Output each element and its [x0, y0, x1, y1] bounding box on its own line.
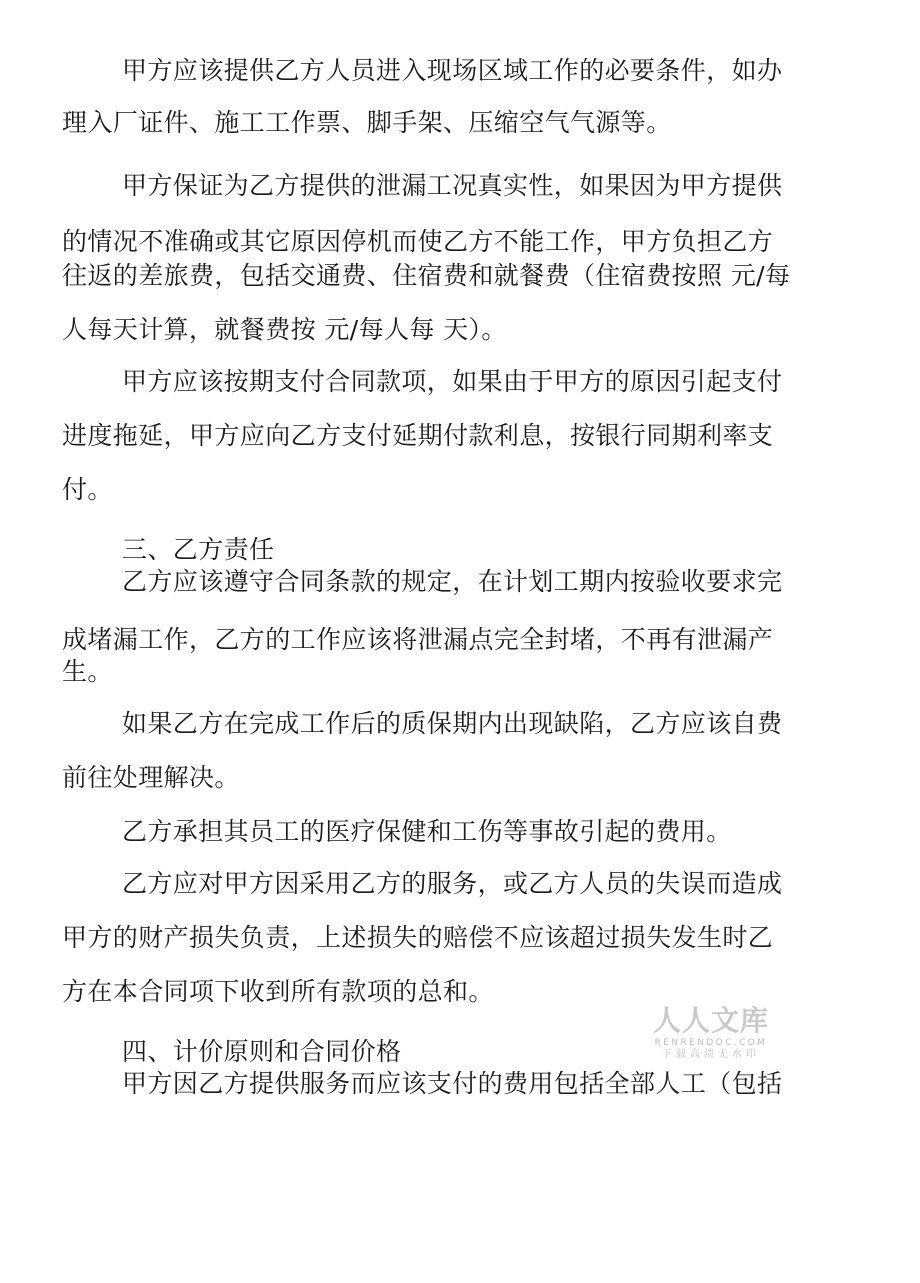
text-line: 如果乙方在完成工作后的质保期内出现缺陷，乙方应该自费	[122, 709, 783, 738]
text-line: 方在本合同项下收到所有款项的总和。	[62, 977, 494, 1006]
text-line: 甲方应该提供乙方人员进入现场区域工作的必要条件，如办	[122, 56, 783, 85]
text-line: 乙方应对甲方因采用乙方的服务，或乙方人员的失误而造成	[122, 869, 783, 898]
text-line: 前往处理解决。	[62, 763, 240, 792]
watermark-domain: RENRENDOC.COM	[654, 1038, 768, 1048]
text-line: 甲方保证为乙方提供的泄漏工况真实性，如果因为甲方提供	[122, 171, 783, 200]
text-line: 进度拖延，甲方应向乙方支付延期付款利息，按银行同期利率支	[62, 421, 774, 450]
text-line: 乙方承担其员工的医疗保健和工伤等事故引起的费用。	[122, 817, 732, 846]
text-line: 理入厂证件、施工工作票、脚手架、压缩空气气源等。	[62, 108, 672, 137]
text-line: 往返的差旅费，包括交通费、住宿费和就餐费（住宿费按照 元/每	[62, 261, 791, 290]
text-line: 乙方应该遵守合同条款的规定，在计划工期内按验收要求完	[122, 567, 783, 596]
text-line: 甲方的财产损失负责，上述损失的赔偿不应该超过损失发生时乙	[62, 923, 774, 952]
text-line: 人每天计算，就餐费按 元/每人每 天）。	[62, 315, 507, 344]
text-line: 成堵漏工作，乙方的工作应该将泄漏点完全封堵，不再有泄漏产	[62, 625, 774, 654]
text-line: 甲方应该按期支付合同款项，如果由于甲方的原因引起支付	[122, 367, 783, 396]
section-heading: 三、乙方责任	[122, 535, 275, 564]
section-heading: 四、计价原则和合同价格	[122, 1037, 402, 1066]
watermark-slogan: 下载高清无水印	[662, 1049, 760, 1060]
watermark-title: 人人文库	[652, 1004, 769, 1037]
text-line: 付。	[62, 475, 113, 504]
watermark-logo	[636, 1004, 786, 1061]
text-line: 生。	[62, 657, 113, 686]
text-line: 的情况不准确或其它原因停机而使乙方不能工作，甲方负担乙方	[62, 227, 774, 256]
text-line: 甲方因乙方提供服务而应该支付的费用包括全部人工（包括	[122, 1069, 783, 1098]
